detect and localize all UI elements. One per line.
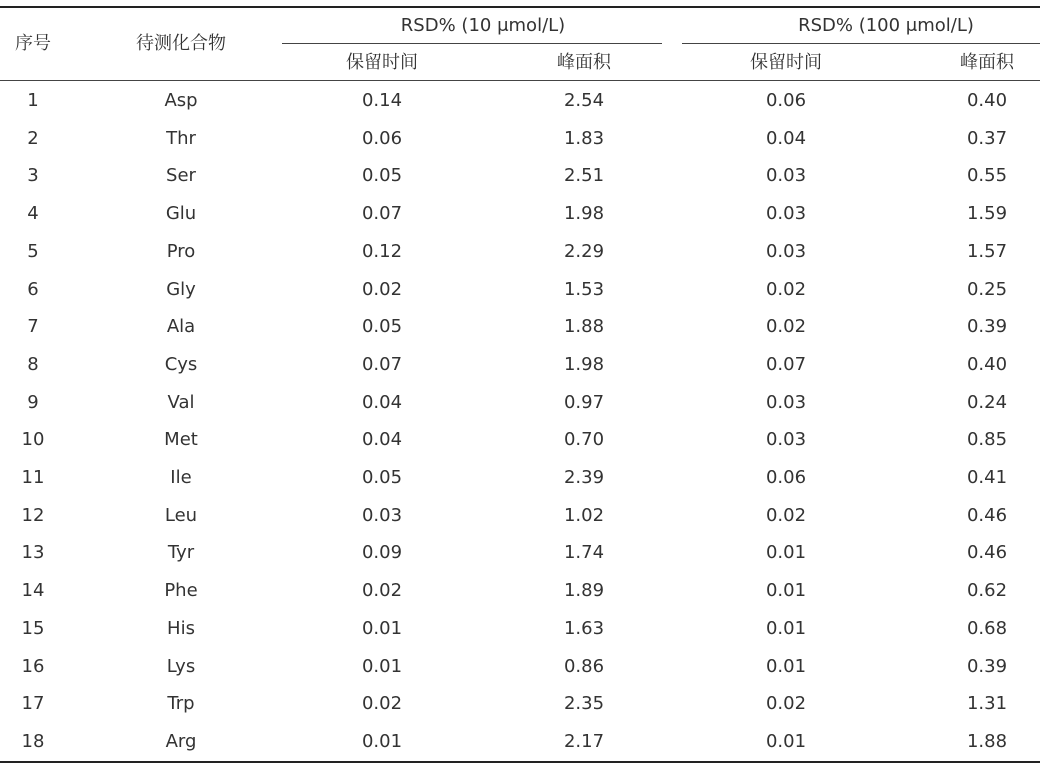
- peak-area-10: 2.51: [563, 165, 605, 187]
- peak-area-100: 0.25: [966, 278, 1008, 300]
- retention-time-100: 0.07: [765, 353, 807, 375]
- retention-time-100: 0.03: [765, 203, 807, 225]
- row-index: 1: [27, 90, 39, 111]
- header-group-100umol: RSD% (100 μmol/L): [798, 15, 974, 36]
- compound-name: Leu: [164, 504, 198, 526]
- header-group-10umol: RSD% (10 μmol/L): [400, 15, 566, 36]
- retention-time-10: 0.07: [361, 203, 403, 225]
- peak-area-100: 0.62: [966, 580, 1008, 602]
- retention-time-100: 0.06: [765, 467, 807, 488]
- compound-name: His: [167, 617, 195, 639]
- compound-name: Val: [167, 391, 195, 413]
- peak-area-10: 1.53: [563, 278, 605, 300]
- row-index: 9: [27, 391, 39, 413]
- row-index: 8: [27, 353, 39, 375]
- compound-name: Lys: [166, 655, 196, 677]
- retention-time-10: 0.06: [361, 127, 403, 149]
- retention-time-10: 0.01: [361, 617, 403, 639]
- peak-area-100: 1.59: [966, 203, 1008, 225]
- peak-area-10: 2.54: [563, 90, 605, 111]
- retention-time-100: 0.01: [765, 580, 807, 602]
- compound-name: Asp: [164, 90, 198, 111]
- row-index: 5: [27, 240, 39, 262]
- peak-area-10: 0.97: [563, 391, 605, 413]
- peak-area-100: 0.46: [966, 504, 1008, 526]
- retention-time-10: 0.01: [361, 655, 403, 677]
- compound-name: Met: [164, 429, 198, 451]
- retention-time-10: 0.02: [361, 693, 403, 715]
- row-index: 7: [27, 316, 39, 338]
- row-index: 12: [21, 504, 45, 526]
- retention-time-10: 0.05: [361, 165, 403, 187]
- retention-time-100: 0.03: [765, 240, 807, 262]
- retention-time-100: 0.01: [765, 542, 807, 564]
- header-retention-time-100: 保留时间: [750, 52, 822, 73]
- header-retention-time-10: 保留时间: [346, 52, 418, 73]
- retention-time-100: 0.02: [765, 693, 807, 715]
- peak-area-10: 1.98: [563, 353, 605, 375]
- peak-area-10: 1.74: [563, 542, 605, 564]
- peak-area-100: 0.68: [966, 617, 1008, 639]
- row-index: 3: [27, 165, 39, 187]
- retention-time-100: 0.04: [765, 127, 807, 149]
- retention-time-100: 0.01: [765, 617, 807, 639]
- peak-area-10: 2.29: [563, 240, 605, 262]
- peak-area-10: 1.83: [563, 127, 605, 149]
- header-peak-area-100: 峰面积: [960, 52, 1014, 73]
- compound-name: Glu: [165, 203, 197, 225]
- peak-area-100: 0.39: [966, 655, 1008, 677]
- retention-time-10: 0.01: [361, 730, 403, 752]
- retention-time-10: 0.02: [361, 580, 403, 602]
- row-index: 6: [27, 278, 39, 300]
- compound-name: Pro: [166, 240, 196, 262]
- header-compound: 待测化合物: [136, 33, 226, 54]
- compound-name: Thr: [166, 127, 196, 149]
- peak-area-10: 1.89: [563, 580, 605, 602]
- peak-area-10: 2.17: [563, 730, 605, 752]
- retention-time-10: 0.09: [361, 542, 403, 564]
- compound-name: Trp: [167, 693, 195, 715]
- row-index: 18: [21, 730, 45, 752]
- compound-name: Phe: [164, 580, 198, 602]
- retention-time-100: 0.02: [765, 278, 807, 300]
- header-peak-area-10: 峰面积: [557, 52, 611, 73]
- compound-name: Ala: [166, 316, 196, 338]
- group2-underline: [682, 43, 1040, 44]
- peak-area-100: 0.40: [966, 353, 1008, 375]
- table-top-rule: [0, 6, 1040, 8]
- retention-time-10: 0.03: [361, 504, 403, 526]
- row-index: 13: [21, 542, 45, 564]
- retention-time-10: 0.05: [361, 316, 403, 338]
- retention-time-100: 0.01: [765, 730, 807, 752]
- retention-time-100: 0.02: [765, 504, 807, 526]
- retention-time-10: 0.12: [361, 240, 403, 262]
- retention-time-10: 0.14: [361, 90, 403, 111]
- peak-area-100: 1.31: [966, 693, 1008, 715]
- peak-area-100: 0.37: [966, 127, 1008, 149]
- row-index: 15: [21, 617, 45, 639]
- compound-name: Cys: [164, 353, 198, 375]
- retention-time-10: 0.05: [361, 467, 403, 488]
- peak-area-100: 0.85: [966, 429, 1008, 451]
- compound-name: Ser: [166, 165, 196, 187]
- retention-time-10: 0.04: [361, 391, 403, 413]
- peak-area-100: 1.57: [966, 240, 1008, 262]
- row-index: 2: [27, 127, 39, 149]
- row-index: 14: [21, 580, 45, 602]
- peak-area-100: 1.88: [966, 730, 1008, 752]
- row-index: 4: [27, 203, 39, 225]
- retention-time-100: 0.02: [765, 316, 807, 338]
- peak-area-10: 2.35: [563, 693, 605, 715]
- retention-time-10: 0.04: [361, 429, 403, 451]
- peak-area-100: 0.41: [966, 467, 1008, 488]
- peak-area-10: 2.39: [563, 467, 605, 488]
- retention-time-100: 0.03: [765, 429, 807, 451]
- compound-name: Gly: [166, 278, 196, 300]
- peak-area-10: 0.86: [563, 655, 605, 677]
- header-bottom-rule: [0, 80, 1040, 81]
- table-bottom-rule: [0, 761, 1040, 763]
- group1-underline: [282, 43, 662, 44]
- row-index: 16: [21, 655, 45, 677]
- header-index: 序号: [15, 33, 51, 54]
- compound-name: Arg: [165, 730, 197, 752]
- peak-area-10: 1.02: [563, 504, 605, 526]
- retention-time-10: 0.02: [361, 278, 403, 300]
- peak-area-10: 0.70: [563, 429, 605, 451]
- peak-area-100: 0.46: [966, 542, 1008, 564]
- retention-time-100: 0.06: [765, 90, 807, 111]
- peak-area-10: 1.98: [563, 203, 605, 225]
- peak-area-100: 0.55: [966, 165, 1008, 187]
- peak-area-10: 1.63: [563, 617, 605, 639]
- compound-name: Tyr: [167, 542, 195, 564]
- retention-time-100: 0.03: [765, 391, 807, 413]
- compound-name: Ile: [170, 467, 192, 488]
- row-index: 10: [21, 429, 45, 451]
- peak-area-100: 0.40: [966, 90, 1008, 111]
- retention-time-10: 0.07: [361, 353, 403, 375]
- peak-area-100: 0.39: [966, 316, 1008, 338]
- peak-area-100: 0.24: [966, 391, 1008, 413]
- peak-area-10: 1.88: [563, 316, 605, 338]
- retention-time-100: 0.01: [765, 655, 807, 677]
- retention-time-100: 0.03: [765, 165, 807, 187]
- row-index: 17: [21, 693, 45, 715]
- row-index: 11: [21, 467, 45, 488]
